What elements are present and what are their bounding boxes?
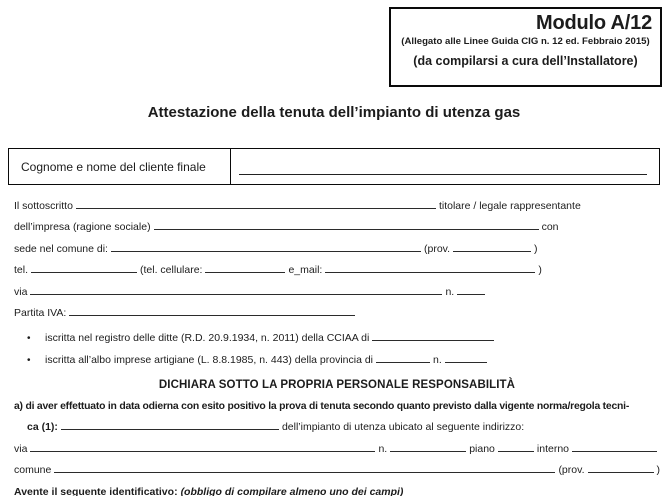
email-blank[interactable]: [325, 262, 535, 273]
bullet-albo-artigiane: [14, 350, 660, 372]
sede-prov-blank[interactable]: [453, 241, 531, 252]
sede-label: sede nel comune di:: [14, 242, 108, 255]
tel-label: tel.: [14, 264, 29, 277]
titolare-label: titolare / legale rappresentante: [438, 200, 581, 212]
address-prov-close-paren: ): [656, 464, 660, 477]
prov-label: (prov.: [423, 242, 451, 255]
page-title: Attestazione della tenuta dell’impianto di utenza gas: [147, 104, 521, 121]
cellulare-blank[interactable]: [205, 262, 285, 273]
module-subtitle: (Allegato alle Linee Guida CIG n. 12 ed. Febbraio 2015): [401, 36, 650, 47]
address-via-label: via: [14, 442, 28, 455]
address-comune-blank[interactable]: [54, 462, 555, 473]
line-identificativo: [14, 482, 660, 496]
line-partita-iva: [14, 303, 660, 324]
provincia-blank[interactable]: [376, 352, 430, 363]
line-indirizzo-comune: [14, 460, 660, 482]
address-interno-blank[interactable]: [572, 441, 657, 452]
line-impresa: [14, 217, 660, 238]
sottoscritto-blank[interactable]: [76, 198, 436, 209]
address-piano-blank[interactable]: [498, 441, 534, 452]
cellulare-label: (tel. cellulare:: [140, 264, 203, 277]
impresa-label: dell’impresa (ragione sociale): [14, 221, 151, 234]
address-piano-label: piano: [469, 442, 495, 455]
line-indirizzo-via: [14, 439, 660, 461]
module-code: Modulo A/12: [536, 12, 652, 34]
norma-tecnica-blank[interactable]: [61, 419, 279, 430]
address-prov-label: (prov.: [558, 464, 585, 477]
con-label: con: [541, 221, 559, 234]
client-name-label: Cognome e nome del cliente finale: [9, 149, 231, 184]
sottoscritto-label: Il sottoscritto: [14, 200, 73, 212]
registration-bullets: [14, 328, 660, 371]
bullet-registro-ditte: [14, 328, 660, 350]
prov-close-paren: ): [534, 242, 538, 255]
address-prov-blank[interactable]: [588, 462, 654, 473]
via-blank[interactable]: [30, 284, 442, 295]
address-comune-label: comune: [14, 464, 52, 477]
module-fill-note: (da compilarsi a cura dell’Installatore): [413, 54, 638, 68]
address-via-blank[interactable]: [30, 441, 375, 452]
piva-blank[interactable]: [69, 305, 355, 316]
via-n-label: n.: [445, 285, 455, 298]
line-telefono: [14, 260, 660, 281]
client-name-field[interactable]: [231, 149, 659, 184]
clause-a-line1: a) di aver effettuato in data odierna con esito positivo la prova di tenuta secondo quanto previsto dalla vigente norma/regola tecni-: [14, 400, 630, 412]
bullet-icon: •: [27, 333, 31, 345]
impresa-blank[interactable]: [154, 219, 539, 230]
client-name-blank[interactable]: [239, 174, 647, 175]
form-body: [14, 196, 660, 496]
identificativo-label: Avente il seguente identificativo:: [14, 485, 178, 496]
line-via-impresa: [14, 282, 660, 303]
line-sottoscritto: [14, 196, 660, 217]
bullet-icon: •: [27, 355, 31, 367]
bullet2-label: iscritta all’albo imprese artigiane (L. 8.8.1985, n. 443) della provincia di: [45, 354, 374, 367]
sede-comune-blank[interactable]: [111, 241, 421, 252]
clause-a-rest: dell’impianto di utenza ubicato al seguente indirizzo:: [281, 421, 525, 434]
via-label: via: [14, 285, 28, 298]
clause-a-line2: [14, 417, 660, 439]
clause-a-ca-label: ca (1):: [27, 421, 58, 434]
via-n-blank[interactable]: [457, 284, 485, 295]
bullet2-n-label: n.: [433, 354, 442, 367]
email-label: e_mail:: [288, 264, 323, 277]
address-n-blank[interactable]: [390, 441, 466, 452]
address-interno-label: interno: [536, 442, 570, 455]
module-header-box: [389, 7, 662, 87]
albo-n-blank[interactable]: [445, 352, 487, 363]
cciaa-blank[interactable]: [372, 330, 494, 341]
tel-blank[interactable]: [31, 262, 137, 273]
identificativo-note: (obbligo di compilare almeno uno dei campi): [180, 485, 404, 496]
client-name-table: [8, 148, 660, 185]
declaration-heading: DICHIARA SOTTO LA PROPRIA PERSONALE RESPONSABILITÀ: [158, 378, 516, 391]
piva-label: Partita IVA:: [14, 307, 67, 320]
line-sede: [14, 239, 660, 260]
bullet1-label: iscritta nel registro delle ditte (R.D. 20.9.1934, n. 2011) della CCIAA di: [45, 332, 370, 345]
tel-close-paren: ): [538, 264, 542, 277]
address-n-label: n.: [378, 442, 388, 455]
